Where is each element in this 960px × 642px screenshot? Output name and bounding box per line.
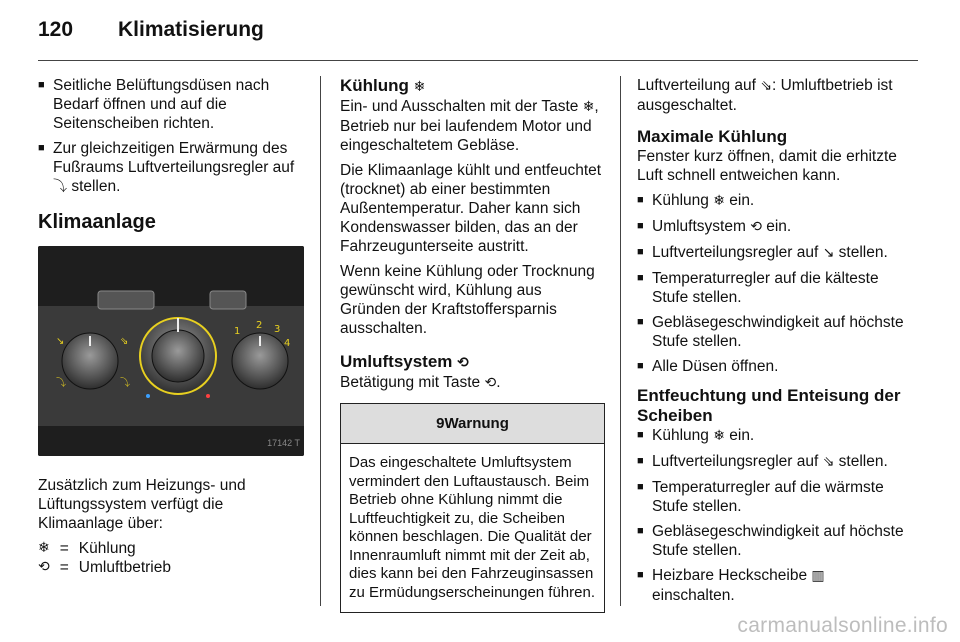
list-item: ■ Kühlung ❄ ein. xyxy=(637,191,905,211)
snowflake-icon: ❄ xyxy=(413,79,426,95)
warning-icon: 9 xyxy=(436,415,445,432)
symbol-legend xyxy=(38,539,181,577)
kuehlung-heading: Kühlung ❄ xyxy=(340,76,426,95)
page-number: 120 xyxy=(38,18,74,41)
list-item: ■ Seitliche Belüftungsdüsen nach Bedarf öffnen und auf die Seitenscheiben richten. xyxy=(38,76,304,133)
svg-text:↘: ↘ xyxy=(56,336,65,347)
section-title: Klimatisierung xyxy=(118,18,264,41)
window-vent-icon: ⇘ xyxy=(822,454,835,470)
snowflake-icon: ❄ xyxy=(582,99,595,115)
recirculation-icon: ⟲ xyxy=(38,559,50,575)
svg-text:1: 1 xyxy=(234,326,241,337)
list-item: ■ Temperaturregler auf die wärmste Stufe stellen. xyxy=(637,478,905,516)
column-3 xyxy=(637,76,905,611)
header-rule xyxy=(38,60,918,61)
climate-panel-figure xyxy=(38,246,304,456)
list-item: ■ Heizbare Heckscheibe ▥ einschalten. xyxy=(637,566,905,605)
climate-panel-illustration xyxy=(38,246,304,456)
svg-text:⤵: ⤵ xyxy=(56,378,66,389)
klimaanlage-heading: Klimaanlage xyxy=(38,211,156,233)
warning-title: Warnung xyxy=(444,415,509,432)
column-divider-2 xyxy=(620,76,621,606)
warning-header xyxy=(341,404,604,444)
svg-text:4: 4 xyxy=(284,338,291,349)
max-cooling-heading: Maximale Kühlung xyxy=(637,127,788,146)
warning-text: Das eingeschaltete Umluftsystem vermindert den Luftaustausch. Beim Betrieb ohne Kühlung nimmt die Luftfeuchtigkeit zu, die Scheiben können beschlagen. Die Qualität der Innenraumluft nimmt mit der Zeit ab, dies kann bei den Fahrzeuginsassen zu Ermüdungserscheinungen führen. xyxy=(349,454,595,601)
kuehlung-text-1: Ein- und Ausschalten mit der Taste ❄, Betrieb nur bei laufendem Motor und eingeschaltetem Gebläse. xyxy=(340,98,599,154)
foot-vent-icon: ⤵ xyxy=(53,179,67,195)
recirculation-icon: ⟲ xyxy=(457,355,469,371)
list-item: ■ Kühlung ❄ ein. xyxy=(637,426,905,446)
svg-text:⇘: ⇘ xyxy=(120,336,129,347)
rear-window-heater-icon: ▥ xyxy=(811,568,825,584)
page-header xyxy=(38,18,918,62)
list-item: ■ Zur gleichzeitigen Erwärmung des Fußraums Luftverteilungsregler auf ⤵ stellen. xyxy=(38,139,304,197)
recirculation-icon: ⟲ xyxy=(484,375,497,391)
list-item: ■ Luftverteilungsregler auf ⇘ stellen. xyxy=(637,452,905,472)
table-row: ⟲ = Umluftbetrieb xyxy=(38,559,171,576)
list-item: ■ Luftverteilungsregler auf ↘ stellen. xyxy=(637,243,905,263)
snowflake-icon: ❄ xyxy=(713,193,725,209)
kuehlung-text-2: Die Klimaanlage kühlt und entfeuchtet (trocknet) ab einer bestimmten Außentemperatur. Daher kann sich Kondenswasser bilden, das an der Fahrzeugunterseite austritt. xyxy=(340,162,602,255)
watermark: carmanualsonline.info xyxy=(737,614,948,637)
recirculation-icon: ⟲ xyxy=(750,219,762,235)
kuehlung-text-3: Wenn keine Kühlung oder Trocknung gewünscht wird, Kühlung aus Gründen der Kraftstoffersparnis ausschalten. xyxy=(340,263,595,337)
list-item: ■ Gebläsegeschwindigkeit auf höchste Stufe stellen. xyxy=(637,313,905,351)
column-2 xyxy=(340,76,605,613)
window-vent-icon: ⇘ xyxy=(760,78,772,94)
list-item: ■ Temperaturregler auf die kälteste Stufe stellen. xyxy=(637,269,905,307)
figure-id: 17142 T xyxy=(267,438,300,448)
face-vent-icon: ↘ xyxy=(822,245,835,261)
air-distribution-text: Luftverteilung auf ⇘: Umluftbetrieb ist ausgeschaltet. xyxy=(637,77,893,114)
defog-heading: Entfeuchtung und Enteisung der Scheiben xyxy=(637,386,901,425)
svg-text:3: 3 xyxy=(274,324,281,335)
list-item: ■ Alle Düsen öffnen. xyxy=(637,357,905,376)
umluft-text: Betätigung mit Taste ⟲. xyxy=(340,374,501,391)
ac-intro-text: Zusätzlich zum Heizungs- und Lüftungssystem verfügt die Klimaanlage über: xyxy=(38,477,246,532)
table-row: ❄ = Kühlung xyxy=(38,540,136,557)
column-divider-1 xyxy=(320,76,321,606)
column-1 xyxy=(38,76,304,577)
list-item: ■ Umluftsystem ⟲ ein. xyxy=(637,217,905,237)
warning-box xyxy=(340,403,605,613)
max-cooling-intro: Fenster kurz öffnen, damit die erhitzte Luft schnell entweichen kann. xyxy=(637,148,897,184)
svg-text:2: 2 xyxy=(256,320,263,331)
list-item: ■ Gebläsegeschwindigkeit auf höchste Stufe stellen. xyxy=(637,522,905,560)
svg-text:⤵: ⤵ xyxy=(120,378,130,389)
snowflake-icon: ❄ xyxy=(713,428,725,444)
umluft-heading: Umluftsystem ⟲ xyxy=(340,352,469,371)
snowflake-icon: ❄ xyxy=(38,540,50,556)
